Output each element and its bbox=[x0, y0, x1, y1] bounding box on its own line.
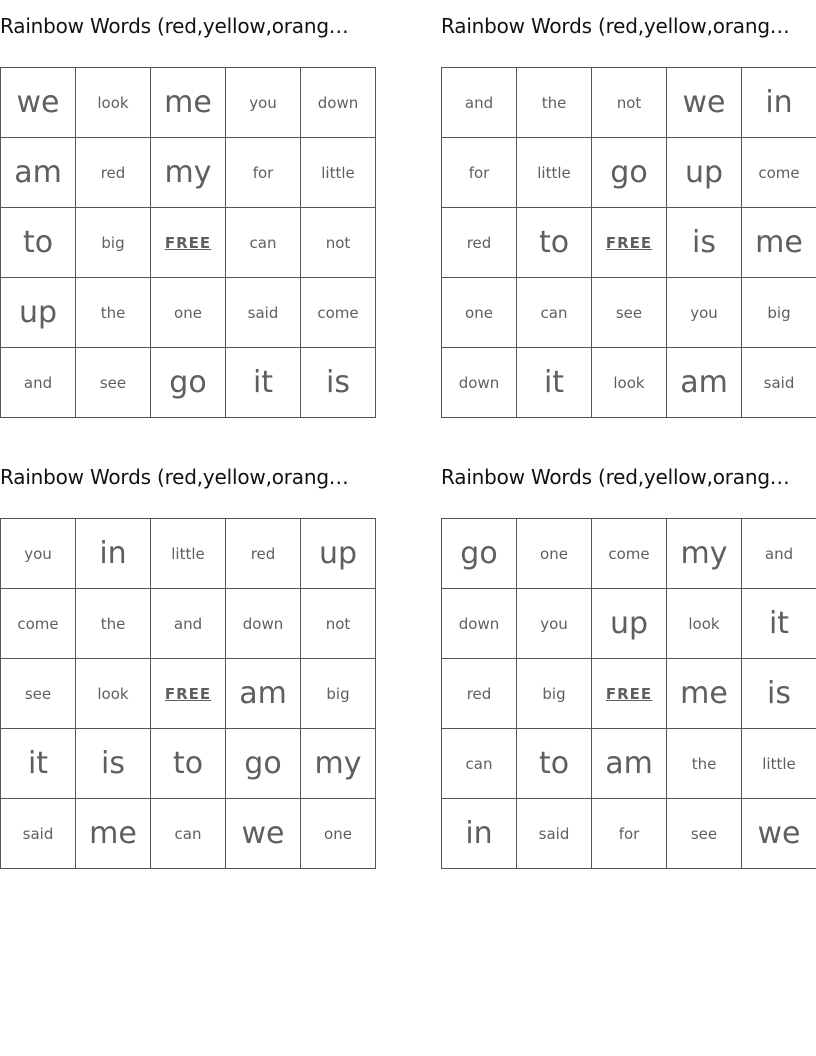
grid-row bbox=[442, 589, 816, 659]
word-cell: we bbox=[226, 799, 301, 869]
word-cell: is bbox=[667, 208, 742, 278]
word-cell: it bbox=[517, 348, 592, 418]
grid-row bbox=[442, 348, 816, 418]
word-cell: go bbox=[592, 138, 667, 208]
bingo-grid bbox=[0, 518, 376, 869]
word-cell: down bbox=[442, 589, 517, 659]
grid-row bbox=[442, 799, 816, 869]
word-cell: down bbox=[226, 589, 301, 659]
word-cell: my bbox=[301, 729, 376, 799]
word-cell: little bbox=[151, 519, 226, 589]
word-cell: not bbox=[592, 68, 667, 138]
bingo-grid bbox=[441, 67, 816, 418]
word-cell: it bbox=[742, 589, 816, 659]
grid-row bbox=[442, 659, 816, 729]
word-cell: me bbox=[76, 799, 151, 869]
grid-row bbox=[1, 208, 376, 278]
word-cell: we bbox=[1, 68, 76, 138]
word-cell: down bbox=[301, 68, 376, 138]
word-cell: am bbox=[226, 659, 301, 729]
word-cell: go bbox=[151, 348, 226, 418]
word-cell: said bbox=[517, 799, 592, 869]
word-cell: come bbox=[301, 278, 376, 348]
grid-row bbox=[1, 589, 376, 659]
word-cell: one bbox=[301, 799, 376, 869]
bingo-card-3 bbox=[0, 463, 375, 851]
word-cell: can bbox=[442, 729, 517, 799]
word-cell: to bbox=[517, 208, 592, 278]
word-cell: and bbox=[151, 589, 226, 659]
word-cell: one bbox=[517, 519, 592, 589]
word-cell: the bbox=[76, 278, 151, 348]
word-cell: little bbox=[301, 138, 376, 208]
word-cell: can bbox=[226, 208, 301, 278]
word-cell: one bbox=[151, 278, 226, 348]
card-title: Rainbow Words (red,yellow,orang… bbox=[441, 465, 790, 489]
word-cell: is bbox=[76, 729, 151, 799]
grid-row bbox=[1, 348, 376, 418]
word-cell: for bbox=[226, 138, 301, 208]
word-cell: it bbox=[226, 348, 301, 418]
word-cell: to bbox=[1, 208, 76, 278]
grid-row bbox=[442, 208, 816, 278]
word-cell: red bbox=[442, 208, 517, 278]
word-cell: red bbox=[442, 659, 517, 729]
word-cell: and bbox=[742, 519, 816, 589]
word-cell: to bbox=[151, 729, 226, 799]
bingo-grid bbox=[441, 518, 816, 869]
word-cell: me bbox=[151, 68, 226, 138]
word-cell: in bbox=[76, 519, 151, 589]
word-cell: the bbox=[667, 729, 742, 799]
word-cell: see bbox=[592, 278, 667, 348]
grid-row bbox=[1, 799, 376, 869]
word-cell: little bbox=[742, 729, 816, 799]
grid-row bbox=[442, 729, 816, 799]
word-cell: can bbox=[151, 799, 226, 869]
word-cell: you bbox=[1, 519, 76, 589]
word-cell: look bbox=[76, 659, 151, 729]
free-space-cell: FREE bbox=[592, 208, 667, 278]
word-cell: we bbox=[742, 799, 816, 869]
word-cell: one bbox=[442, 278, 517, 348]
word-cell: my bbox=[151, 138, 226, 208]
word-cell: am bbox=[667, 348, 742, 418]
word-cell: see bbox=[667, 799, 742, 869]
grid-row bbox=[1, 278, 376, 348]
word-cell: said bbox=[742, 348, 816, 418]
grid-row bbox=[1, 729, 376, 799]
word-cell: up bbox=[301, 519, 376, 589]
word-cell: look bbox=[667, 589, 742, 659]
word-cell: up bbox=[1, 278, 76, 348]
word-cell: and bbox=[442, 68, 517, 138]
word-cell: the bbox=[76, 589, 151, 659]
free-space-cell: FREE bbox=[151, 659, 226, 729]
word-cell: me bbox=[742, 208, 816, 278]
word-cell: big bbox=[76, 208, 151, 278]
word-cell: big bbox=[517, 659, 592, 729]
grid-row bbox=[1, 138, 376, 208]
word-cell: big bbox=[301, 659, 376, 729]
bingo-grid bbox=[0, 67, 376, 418]
word-cell: my bbox=[667, 519, 742, 589]
word-cell: and bbox=[1, 348, 76, 418]
word-cell: red bbox=[76, 138, 151, 208]
grid-row bbox=[1, 659, 376, 729]
bingo-card-2 bbox=[441, 12, 816, 400]
word-cell: said bbox=[1, 799, 76, 869]
word-cell: it bbox=[1, 729, 76, 799]
word-cell: see bbox=[76, 348, 151, 418]
word-cell: look bbox=[76, 68, 151, 138]
word-cell: look bbox=[592, 348, 667, 418]
grid-row bbox=[442, 68, 816, 138]
word-cell: up bbox=[667, 138, 742, 208]
word-cell: little bbox=[517, 138, 592, 208]
word-cell: am bbox=[1, 138, 76, 208]
card-title: Rainbow Words (red,yellow,orang… bbox=[441, 14, 790, 38]
word-cell: in bbox=[742, 68, 816, 138]
word-cell: in bbox=[442, 799, 517, 869]
bingo-card-4 bbox=[441, 463, 816, 851]
word-cell: am bbox=[592, 729, 667, 799]
word-cell: go bbox=[442, 519, 517, 589]
card-title: Rainbow Words (red,yellow,orang… bbox=[0, 14, 349, 38]
card-title: Rainbow Words (red,yellow,orang… bbox=[0, 465, 349, 489]
word-cell: down bbox=[442, 348, 517, 418]
bingo-card-1 bbox=[0, 12, 375, 400]
word-cell: you bbox=[226, 68, 301, 138]
word-cell: go bbox=[226, 729, 301, 799]
word-cell: big bbox=[742, 278, 816, 348]
grid-row bbox=[442, 519, 816, 589]
word-cell: for bbox=[442, 138, 517, 208]
word-cell: come bbox=[742, 138, 816, 208]
word-cell: up bbox=[592, 589, 667, 659]
word-cell: is bbox=[742, 659, 816, 729]
free-space-cell: FREE bbox=[592, 659, 667, 729]
word-cell: said bbox=[226, 278, 301, 348]
grid-row bbox=[1, 68, 376, 138]
word-cell: come bbox=[592, 519, 667, 589]
word-cell: come bbox=[1, 589, 76, 659]
word-cell: not bbox=[301, 208, 376, 278]
word-cell: is bbox=[301, 348, 376, 418]
word-cell: red bbox=[226, 519, 301, 589]
word-cell: you bbox=[517, 589, 592, 659]
word-cell: can bbox=[517, 278, 592, 348]
grid-row bbox=[1, 519, 376, 589]
free-space-cell: FREE bbox=[151, 208, 226, 278]
grid-row bbox=[442, 278, 816, 348]
word-cell: to bbox=[517, 729, 592, 799]
word-cell: see bbox=[1, 659, 76, 729]
word-cell: for bbox=[592, 799, 667, 869]
word-cell: me bbox=[667, 659, 742, 729]
word-cell: not bbox=[301, 589, 376, 659]
grid-row bbox=[442, 138, 816, 208]
word-cell: the bbox=[517, 68, 592, 138]
word-cell: we bbox=[667, 68, 742, 138]
word-cell: you bbox=[667, 278, 742, 348]
